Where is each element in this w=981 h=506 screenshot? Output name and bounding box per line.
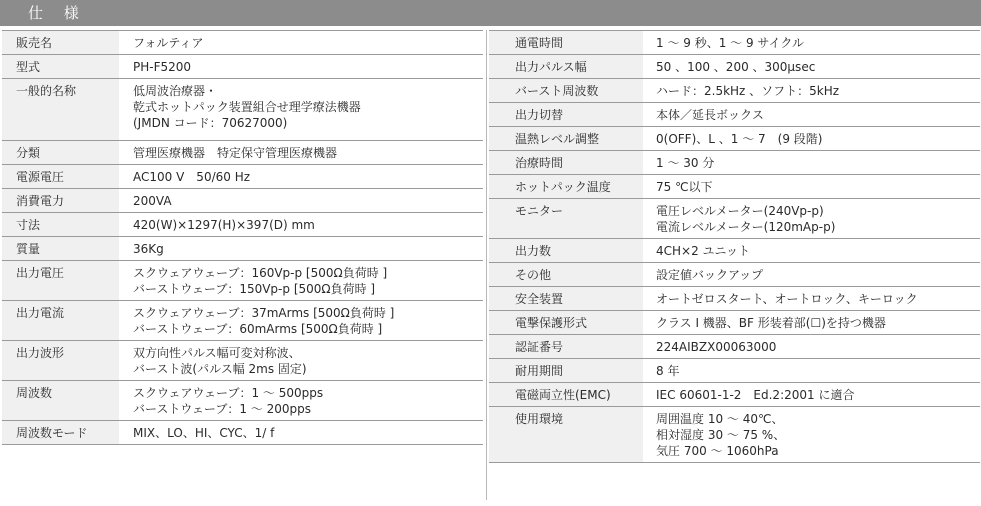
- spec-row: [489, 239, 980, 263]
- spec-label: 周波数: [2, 381, 119, 421]
- spec-row: [489, 127, 980, 151]
- spec-label: 電磁両立性(EMC): [489, 383, 643, 407]
- spec-label: 使用環境: [489, 407, 643, 463]
- spec-label: 出力切替: [489, 103, 643, 127]
- spec-value-line: 1 ～ 30 分: [656, 156, 715, 170]
- spec-value-line: 管理医療機器 特定保守管理医療機器: [133, 146, 338, 160]
- spec-label: モニター: [489, 199, 643, 239]
- spec-label: 出力波形: [2, 341, 119, 381]
- spec-row: [2, 237, 483, 261]
- spec-row: [489, 383, 980, 407]
- spec-value: [119, 341, 483, 381]
- spec-label: 出力電流: [2, 301, 119, 341]
- spec-value: [119, 213, 483, 237]
- spec-value-line: バースト波(パルス幅 2ms 固定): [133, 362, 307, 376]
- spec-value-line: 36Kg: [133, 242, 164, 256]
- column-divider: [486, 30, 487, 500]
- spec-value: [119, 261, 483, 301]
- spec-value-line: 低周波治療器・: [133, 84, 218, 98]
- spec-table-right: [489, 30, 980, 463]
- spec-value-line: 8 年: [656, 364, 680, 378]
- spec-value: [119, 79, 483, 141]
- spec-value: [119, 237, 483, 261]
- spec-value: [119, 31, 483, 55]
- spec-value: [643, 199, 980, 239]
- spec-row: [489, 151, 980, 175]
- spec-value: [119, 421, 483, 445]
- spec-value-line: 1 ～ 9 秒、1 ～ 9 サイクル: [656, 36, 804, 50]
- spec-value: [643, 239, 980, 263]
- spec-value-line: PH-F5200: [133, 60, 192, 74]
- spec-label: 電源電圧: [2, 165, 119, 189]
- spec-row: [489, 175, 980, 199]
- spec-value: [119, 141, 483, 165]
- spec-value: [643, 127, 980, 151]
- spec-row: [489, 335, 980, 359]
- spec-value-line: 200VA: [133, 194, 172, 208]
- spec-value: [119, 301, 483, 341]
- spec-value: [643, 55, 980, 79]
- spec-value: [643, 383, 980, 407]
- spec-value-line: 設定値バックアップ: [656, 268, 764, 282]
- spec-value-line: 4CH×2 ユニット: [656, 244, 751, 258]
- spec-row: [489, 103, 980, 127]
- spec-label: 販売名: [2, 31, 119, 55]
- spec-label: ホットパック温度: [489, 175, 643, 199]
- spec-value: [643, 311, 980, 335]
- section-title: 仕 様: [28, 4, 87, 22]
- spec-label: 周波数モード: [2, 421, 119, 445]
- spec-row: [489, 263, 980, 287]
- spec-value-line: IEC 60601-1-2 Ed.2:2001 に適合: [656, 388, 855, 402]
- spec-value: [119, 55, 483, 79]
- spec-label: 安全装置: [489, 287, 643, 311]
- spec-value-line: バーストウェーブ：1 ～ 200pps: [133, 402, 311, 416]
- spec-label: 出力電圧: [2, 261, 119, 301]
- spec-label: 温熱レベル調整: [489, 127, 643, 151]
- spec-value-line: フォルティア: [133, 36, 204, 50]
- spec-value-line: 420(W)×1297(H)×397(D) mm: [133, 218, 315, 232]
- spec-label: 一般的名称: [2, 79, 119, 141]
- spec-row: [2, 31, 483, 55]
- spec-row: [2, 55, 483, 79]
- spec-value-line: スクウェアウェーブ：1 ～ 500pps: [133, 386, 324, 400]
- section-header: [0, 0, 981, 26]
- spec-label: 治療時間: [489, 151, 643, 175]
- spec-label: 消費電力: [2, 189, 119, 213]
- spec-row: [489, 55, 980, 79]
- spec-value-line: AC100 V 50/60 Hz: [133, 170, 251, 184]
- spec-value-line: 双方向性パルス幅可変対称波、: [133, 346, 301, 360]
- spec-label: 出力数: [489, 239, 643, 263]
- spec-value-line: (JMDN コード：70627000): [133, 116, 288, 130]
- spec-label: 型式: [2, 55, 119, 79]
- spec-value-line: 電圧レベルメーター(240Vp-p): [656, 204, 824, 218]
- spec-value-line: スクウェアウェーブ：160Vp-p [500Ω負荷時 ]: [133, 266, 388, 280]
- spec-row: [2, 213, 483, 237]
- spec-row: [489, 359, 980, 383]
- spec-row: [2, 141, 483, 165]
- spec-label: 認証番号: [489, 335, 643, 359]
- spec-value-line: 50 、100 、200 、300μsec: [656, 60, 816, 74]
- spec-row: [2, 301, 483, 341]
- spec-value-line: 気圧 700 ～ 1060hPa: [656, 444, 779, 458]
- spec-value-line: バーストウェーブ：60mArms [500Ω負荷時 ]: [133, 322, 383, 336]
- spec-row: [2, 341, 483, 381]
- spec-value-line: 75 ℃以下: [656, 180, 713, 194]
- spec-value-line: クラス I 機器、BF 形装着部(☐)を持つ機器: [656, 316, 886, 330]
- spec-value: [643, 287, 980, 311]
- spec-value: [119, 165, 483, 189]
- spec-row: [2, 261, 483, 301]
- spec-label: 電撃保護形式: [489, 311, 643, 335]
- spec-value: [643, 79, 980, 103]
- spec-row: [489, 199, 980, 239]
- spec-row: [489, 79, 980, 103]
- spec-value: [643, 335, 980, 359]
- spec-label: 質量: [2, 237, 119, 261]
- spec-value: [643, 151, 980, 175]
- spec-value: [643, 407, 980, 463]
- spec-label: 出力パルス幅: [489, 55, 643, 79]
- spec-row: [489, 287, 980, 311]
- spec-value-line: バーストウェーブ：150Vp-p [500Ω負荷時 ]: [133, 282, 376, 296]
- spec-label: バースト周波数: [489, 79, 643, 103]
- spec-row: [2, 189, 483, 213]
- spec-label: 耐用期間: [489, 359, 643, 383]
- spec-row: [2, 421, 483, 445]
- spec-value: [643, 103, 980, 127]
- spec-value-line: ハード：2.5kHz 、ソフト：5kHz: [656, 84, 840, 98]
- spec-value-line: MIX、LO、HI、CYC、1/ f: [133, 426, 275, 440]
- spec-row: [2, 79, 483, 141]
- spec-label: その他: [489, 263, 643, 287]
- spec-value-line: 電流レベルメーター(120mAp-p): [656, 220, 836, 234]
- spec-table-left: [2, 30, 483, 445]
- spec-value-line: オートゼロスタート、オートロック、キーロック: [656, 292, 918, 306]
- spec-value-line: 本体／延長ボックス: [656, 108, 764, 122]
- spec-value-line: 224AIBZX00063000: [656, 340, 777, 354]
- spec-label: 分類: [2, 141, 119, 165]
- spec-row: [489, 311, 980, 335]
- spec-value-line: 周囲温度 10 ～ 40℃、: [656, 412, 784, 426]
- spec-value: [643, 263, 980, 287]
- spec-value: [119, 189, 483, 213]
- spec-label: 通電時間: [489, 31, 643, 55]
- spec-row: [2, 165, 483, 189]
- spec-value-line: 相対湿度 30 ～ 75 %、: [656, 428, 786, 442]
- spec-value: [643, 31, 980, 55]
- spec-value: [119, 381, 483, 421]
- spec-row: [489, 31, 980, 55]
- spec-value-line: 乾式ホットパック装置組合せ理学療法機器: [133, 100, 361, 114]
- spec-value: [643, 359, 980, 383]
- spec-label: 寸法: [2, 213, 119, 237]
- spec-row: [489, 407, 980, 463]
- spec-value-line: スクウェアウェーブ：37mArms [500Ω負荷時 ]: [133, 306, 395, 320]
- spec-value: [643, 175, 980, 199]
- spec-row: [2, 381, 483, 421]
- spec-value-line: 0(OFF)、L 、1 ～ 7 (9 段階): [656, 132, 823, 146]
